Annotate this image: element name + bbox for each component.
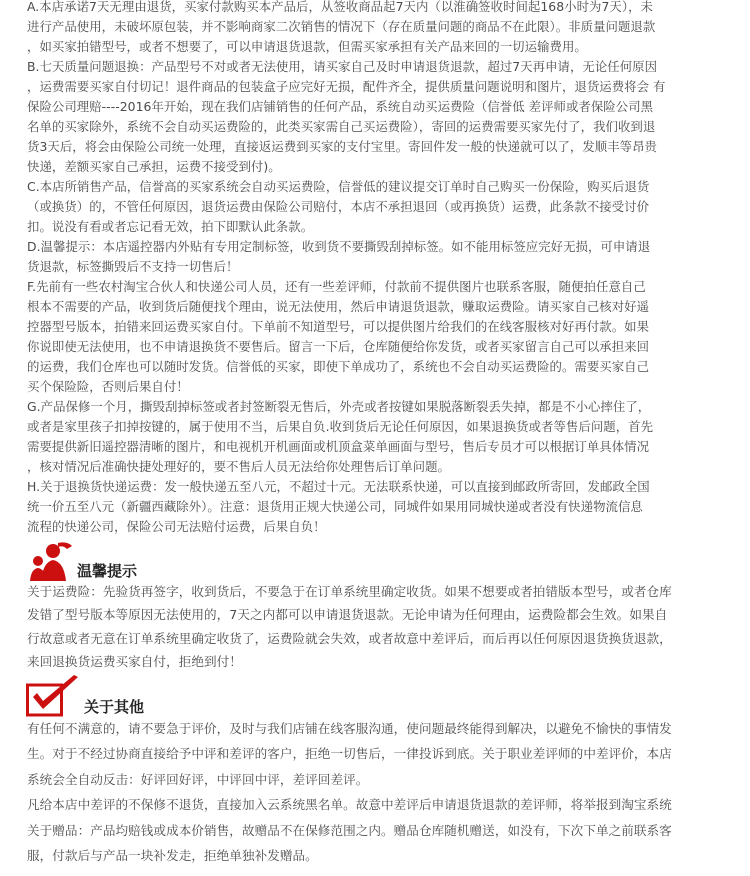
tips-heading [27, 541, 137, 581]
other-heading [26, 675, 144, 717]
policy-f: F.先前有一些农村淘宝合伙人和快递公司人员，还有一些差评师，付款前不提供图片也联系客服，随便拍任意自己 根本不需要的产品，收到货后随便找个理由，说无法使用，然后申请退货退款，赚取运费险。请买家自己核对好遥 控器型号版本，拍错来回运费买家自付。下单前不知道型号，可以提供图片给我们的在线客服核对好再付款。如果 你说即使无法使用，也不申请退换货不要售后。留言一下后，仓库随便给你发货，或者买家留言自己可以承担来回 的运费，我们仓库也可以随时发货。信誉低的买家，即使下单成功了，系统也不会自动买运费险的。需要买家自己 买个保险险，否则后果自付！ [27, 279, 650, 394]
other-title: 关于其他 [84, 698, 145, 716]
policy-a: A.本店承诺7天无理由退货，买家付款购买本产品后，从签收商品起7天内（以淮确签收时间起168小时为7天），未 进行产品使用，未破坏原包装，并不影响商家二次销售的情况下（存在质量问题的商品不在此限）。非质量问题退款 ，如买家拍错型号，或者不想要了，可以申请退货退款，但需买家承担有关产品来回的一切运输费用。 [27, 0, 656, 54]
tips-title: 温馨提示 [77, 562, 138, 580]
policy-d: D.温馨提示：本店遥控器内外贴有专用定制标签，收到货不要撕毁刮掉标签。如不能用标签应完好无损，可申请退 货退款，标签撕毁后不支持一切售后！ [27, 239, 651, 274]
people-icon [27, 541, 73, 581]
checkbox-check-icon [26, 675, 80, 717]
policy-h: H.关于退换货快递运费：发一般快递五至八元，不超过十元。无法联系快递，可以直接到邮政所寄回，发邮政全国 统一价五至八元（新疆西藏除外）。注意：退货用正规大快递公司，同城件如果用同城快递或者没有快递物流信息 流程的快递公司，保险公司无法赔付运费，后果自负！ [27, 479, 650, 534]
policy-b: B.七天质量问题退换：产品型号不对或者无法使用，请买家自己及时申请退货退款，超过7天再申请，无论任何原因 ，运费需要买家自付切记！退件商品的包装盒子应完好无损，配件齐全，提供质量问题说明和图片，退货运费将会 有 保险公司理赔----2016年开始，现在我们店铺销售的任何产品，系统自动买运费险（信誉低 差评师或者保险公司黑 名单的买家除外，系统不会自动买运费险的，此类买家需自己买运费险），寄回的运费需要买家先付了，我们收到退 货3天后，将会由保险公司统一处理，直接返运费到买家的支付宝里。寄回件发一般的快递就可以了，发顺丰等昂贵 快递，差额买家自己承担，运费不接受到付)。 [27, 59, 666, 174]
policy-c: C.本店所销售产品，信誉高的买家系统会自动买运费险，信誉低的建议提交订单时自己购买一份保险，购买后退货 （或换货）的，不管任何原因，退货运费由保险公司赔付，本店不承担退回（或再换货）运费，此条款不接受讨价 扣。说没有看或者忘记看无效，拍下即默认此条款。 [27, 179, 650, 234]
other-text: 有任何不满意的，请不要急于评价，及时与我们店铺在线客服沟通，使问题最终能得到解决，以避免不愉快的事情发 生。对于不经过协商直接给予中评和差评的客户，拒绝一切售后，一律投诉到底。关于职业差评师的中差评价，本店 系统会全自动反击：好评回好评，中评回中评，差评回差评。 凡给本店中差评的不保修不退货，直接加入云系统黑名单。故意中差评后申请退货退款的差评师，将举报到淘宝系统 关于赠品：产品均赔钱或成本价销售，故赠品不在保修范围之内。赠品仓库随机赠送，如没有，下次下单之前联系客 服，付款后与产品一块补发走，拒绝单独补发赠品。 [27, 721, 672, 864]
tips-text: 关于运费险：先验货再签字，收到货后，不要急于在订单系统里确定收货。如果不想要或者拍错版本型号，或者仓库 发错了型号版本等原因无法使用的，7天之内都可以申请退货退款。无论申请为任何理由，运费险都会生效。如果自 行故意或者无意在订单系统里确定收货了，运费险就会失效，或者故意中差评后，而后再以任何原因退货换货退款， 来回退换货运费买家自付，拒绝到付！ [27, 584, 672, 670]
policy-g: G.产品保修一个月，撕毁刮掉标签或者封签断裂无售后，外壳或者按键如果脱落断裂丢失掉，都是不小心摔住了， 或者是家里孩子扣掉按键的，属于使用不当，后果自负.收到货后无论任何原因，如果退换货或者等售后问题，首先 需要提供新旧遥控器清晰的图片，和电视机开机画面或机顶盒菜单画面与型号，售后专员才可以根据订单具体情况 ，核对情况后准确快捷处理好的，要不售后人员无法给你处理售后订单问题。 [27, 399, 654, 474]
